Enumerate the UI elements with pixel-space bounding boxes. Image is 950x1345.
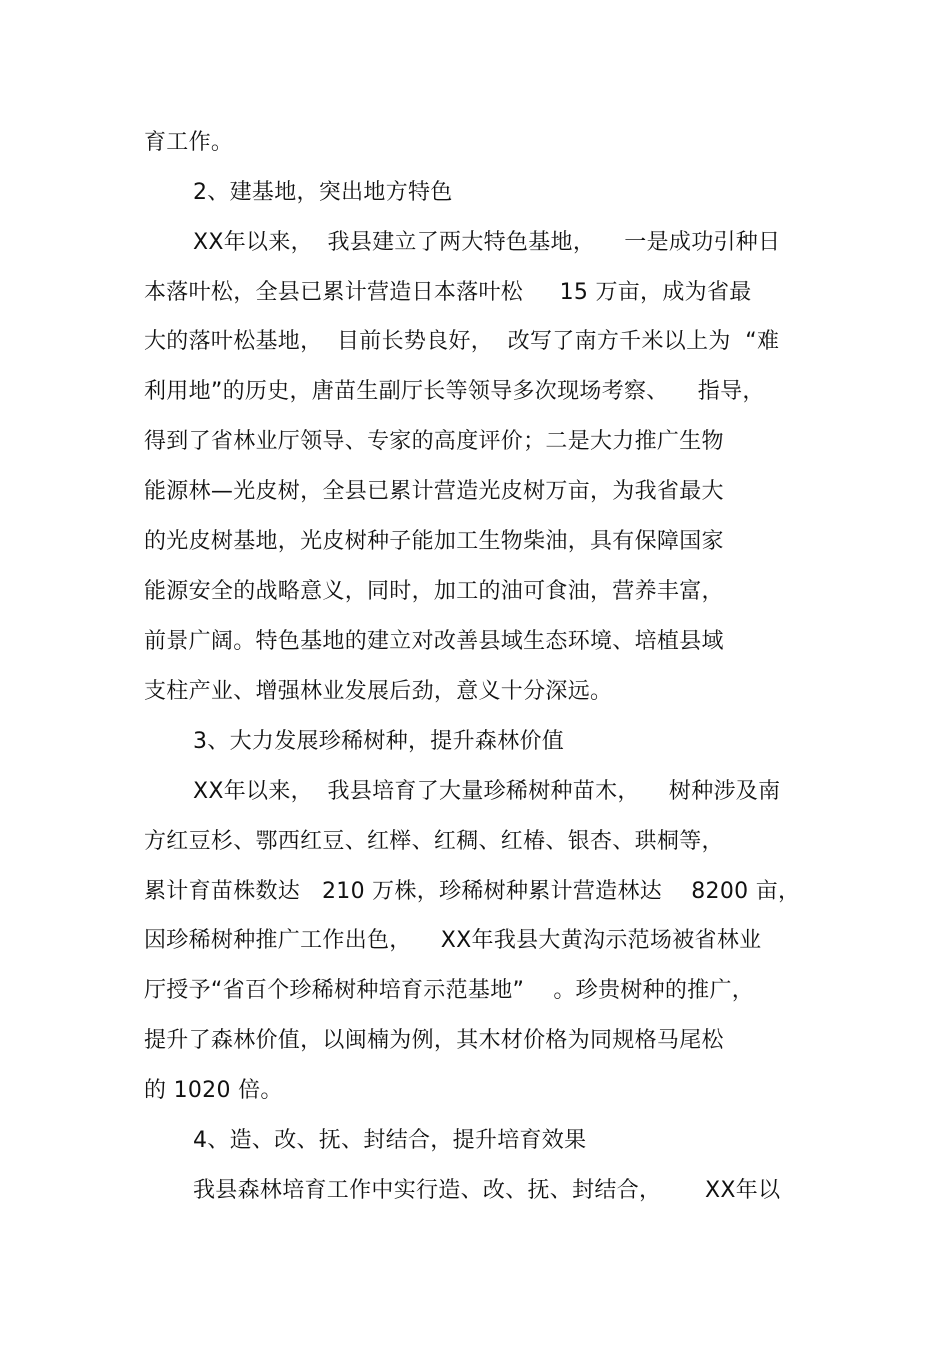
body-text-line: 能源安全的战略意义，同时，加工的油可食油，营养丰富， (144, 579, 724, 604)
paragraph-first-line: 我县森林培育工作中实行造、改、抚、封结合， XX年以 (193, 1178, 781, 1203)
paragraph-first-line: XX年以来， 我县培育了大量珍稀树种苗木， 树种涉及南 (193, 779, 781, 804)
body-text-line: 因珍稀树种推广工作出色， XX年我县大黄沟示范场被省林业 (144, 928, 762, 953)
body-text-line: 利用地”的历史，唐苗生副厅长等领导多次现场考察、 指导， (144, 379, 765, 404)
body-text-line: 育工作。 (144, 130, 234, 155)
body-text-line: 的光皮树基地，光皮树种子能加工生物柴油，具有保障国家 (144, 529, 724, 554)
paragraph-first-line: XX年以来， 我县建立了两大特色基地， 一是成功引种日 (193, 230, 781, 255)
body-text-line: 前景广阔。特色基地的建立对改善县域生态环境、培植县域 (144, 629, 724, 654)
body-text-line: 本落叶松，全县已累计营造日本落叶松 15 万亩，成为省最 (144, 280, 752, 305)
body-text-line: 提升了森林价值，以闽楠为例，其木材价格为同规格马尾松 (144, 1028, 724, 1053)
section-heading: 4、造、改、抚、封结合，提升培育效果 (193, 1128, 587, 1153)
body-text-line: 能源林—光皮树，全县已累计营造光皮树万亩，为我省最大 (144, 479, 724, 504)
section-heading: 2、建基地，突出地方特色 (193, 180, 453, 205)
body-text-line: 大的落叶松基地， 目前长势良好， 改写了南方千米以上为 “难 (144, 329, 780, 354)
body-text-line: 得到了省林业厅领导、专家的高度评价；二是大力推广生物 (144, 429, 724, 454)
body-text-line: 厅授予“省百个珍稀树种培育示范基地” 。珍贵树种的推广， (144, 978, 755, 1003)
body-text-line: 的 1020 倍。 (144, 1078, 283, 1103)
body-text-line: 方红豆杉、鄂西红豆、红榉、红稠、红椿、银杏、珙桐等， (144, 829, 724, 854)
body-text-line: 累计育苗株数达 210 万株，珍稀树种累计营造林达 8200 亩， (144, 879, 801, 904)
body-text-line: 支柱产业、增强林业发展后劲，意义十分深远。 (144, 679, 613, 704)
section-heading: 3、大力发展珍稀树种，提升森林价值 (193, 729, 565, 754)
